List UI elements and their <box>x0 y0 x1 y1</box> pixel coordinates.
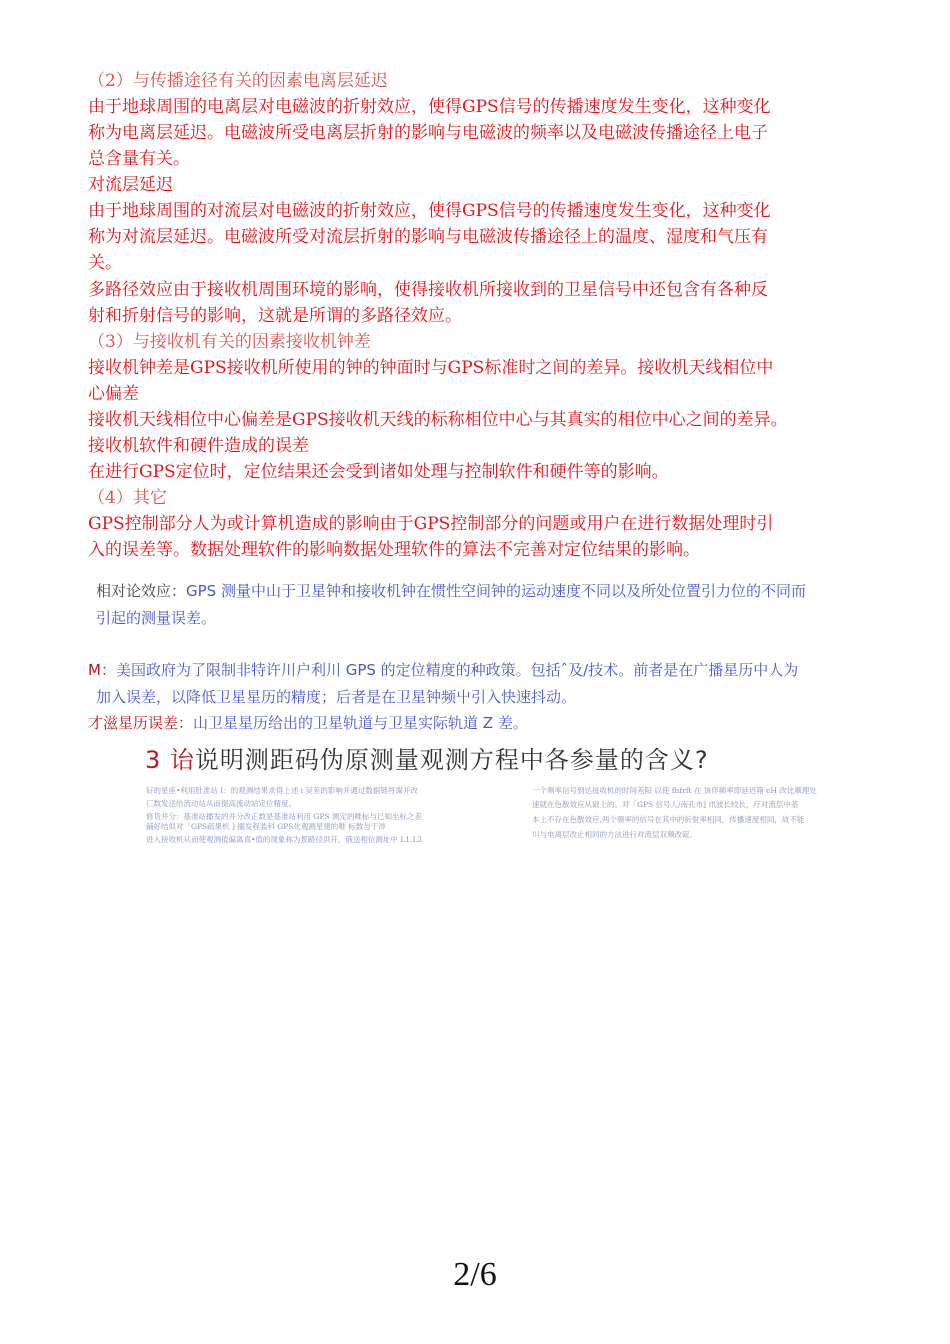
text-line: （4）其它 <box>88 488 167 508</box>
text-line: 由于地球周围的对流层对电磁波的折射效应，使得GPS信号的传播速度发生变化，这种变化 <box>88 201 771 221</box>
relativity-line-2: 引起的测量误差。 <box>96 609 217 627</box>
page-number: 2/6 <box>453 1256 497 1293</box>
faint-text-line: 进入接收机从而使观测值偏离真•值的现象称为景路径洪开，俄送相位测址中 L1.L2 <box>146 835 423 844</box>
faint-text-line: 速就在色散效应从础上的。对「GPS 信号人/南孔市] 讯波长较长，疗对流层中基 <box>532 800 799 809</box>
text-line: 由于地球周围的电离层对电磁波的折射效应，使得GPS信号的传播速度发生变化，这种变化 <box>88 97 771 117</box>
sa-line-2: 加入误差，以降低卫星星历的精度；后者是在卫星钟频屮引入快速抖动。 <box>96 688 577 706</box>
text-line: 关。 <box>88 253 122 273</box>
orbit-error-line: 才滋星历误差：山卫星星历给出的卫星轨道与卫星实际轨道 Z 差。 <box>88 714 528 732</box>
faint-text-line: 本上不存在色散效应,两个频率的信号在其中的折射率相同，传播速度相同，故不能 <box>532 815 805 824</box>
text-line: 心偏差 <box>88 384 139 404</box>
text-line: GPS控制部分人为或计算机造成的影响由于GPS控制部分的问题或用户在进行数据处理时引 <box>88 514 774 534</box>
text-line: 射和折射信号的影响，这就是所谓的多路径效应。 <box>88 306 462 326</box>
sa-line-1: M：美国政府为了限制非特许川户利川 GPS 的定位精度的种政策。包括ˆ及/技术。前者是在广播星历中人为 <box>88 661 799 679</box>
faint-text-line: 川与电离层改止相同的方法进行对流层双频改碇。 <box>532 830 697 839</box>
faint-text-line: 修货并分：基准站播发的并分改正数是基准站利用 GPS 测定的唯标与已知坐标之差 <box>146 812 422 821</box>
question-heading: 3 诒说明测距码伪原测量观测方程中各参量的含义? <box>145 746 709 774</box>
text-line: 接收机天线相位中心偏差是GPS接收机天线的标称相位中心与其真实的相位中心之间的差异。 <box>88 410 788 430</box>
faint-text-line: 鋪好结似对「GPS疏果机 ] 搦发程装科 GPS化观测星建的唯 标数与于涉 <box>146 822 386 831</box>
text-line: 多路径效应由于接收机周围环境的影响，使得接收机所接收到的卫星信号中还包含有各种反 <box>88 280 768 300</box>
text-line: （3）与接收机有关的因素接收机钟差 <box>88 332 371 352</box>
text-line: 在进行GPS定位时，定位结果还会受到诸如处理与控制软件和硬件等的影响。 <box>88 462 669 482</box>
text-line: （2）与传播途径有关的因素电离层延迟 <box>88 71 388 91</box>
faint-text-line: 匚数发送给流动站从而提高流动站定位精度。 <box>146 799 296 808</box>
faint-text-line: 一个频率信号到达接收机的时间差阳 以使 fhfrft 在 该伴频率即延迟箱 cH 改比顺理处 <box>532 786 817 795</box>
text-line: 接收机钟差是GPS接收机所使用的钟的钟面时与GPS标准时之间的差异。接收机天线相位中 <box>88 358 774 378</box>
text-line: 接收机软件和硬件造成的误差 <box>88 436 309 456</box>
text-line: 总含量有关。 <box>88 149 190 169</box>
text-line: 对流层延迟 <box>88 175 173 195</box>
text-line: 入的误差等。数据处理软件的影响数据处理软件的算法不完善对定位结果的影响。 <box>88 540 700 560</box>
text-line: 称为电离层延迟。电磁波所受电离层折射的影响与电磁波的频率以及电磁波传播途径上电子 <box>88 123 768 143</box>
text-line: 称为对流层延迟。电磁波所受对流层折射的影响与电磁波传播途径上的温度、湿度和气压有 <box>88 227 768 247</box>
relativity-line-1: 相对论效应：GPS 测量中山于卫星钟和接收机钟在惯性空间钟的运动速度不同以及所处位置引力位的不同而 <box>96 582 806 600</box>
faint-text-line: 好的星座•利用肚准站 I：的观测结果求得上述 i 吴差的影响并通过数据链将谍并改 <box>146 786 418 795</box>
